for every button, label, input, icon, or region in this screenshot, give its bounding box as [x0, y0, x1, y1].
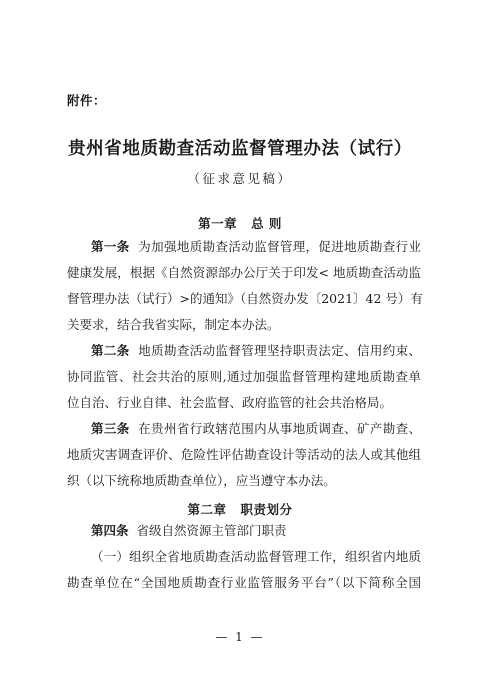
- article-2-line-1: [91, 345, 421, 358]
- attachment-label: 附件：: [67, 93, 107, 108]
- chapter-1-prefix: 第一章: [198, 216, 238, 231]
- document-subtitle: （征求意见稿）: [187, 171, 293, 186]
- chapter-1-heading: [0, 214, 480, 232]
- article-4-line-1: [91, 525, 421, 538]
- article-3-line-3: 织（以下统称地质勘查单位），应当遵守本办法。: [67, 473, 336, 488]
- document-title: 贵州省地质勘查活动监督管理办法（试行）: [68, 139, 412, 159]
- article-2-lead: 第二条: [91, 343, 130, 358]
- article-4-lead: 第四条: [91, 523, 129, 538]
- article-2-text-1: 地质勘查活动监督管理坚持职责法定、信用约束、: [138, 343, 421, 358]
- article-1-line-2: 健康发展，根据《自然资源部办公厅关于印发< 地质勘查活动监: [67, 265, 421, 280]
- article-3-text-1: 在贵州省行政辖范围内从事地质调查、矿产勘查、: [138, 421, 421, 436]
- article-2-line-3: 位自治、行业自律、社会监督、政府监管的社会共治格局。: [67, 395, 393, 410]
- article-1-lead: 第一条: [91, 239, 130, 254]
- article-1-text-1: 为加强地质勘查活动监督管理，促进地质勘查行业: [138, 239, 421, 254]
- page-number: — 1 —: [215, 630, 265, 644]
- article-3-line-2: 地质灾害调查评价、危险性评估勘查设计等活动的法人或其他组: [67, 447, 421, 462]
- chapter-1-name: 总 则: [251, 216, 282, 231]
- chapter-2-name: 职责划分: [240, 502, 293, 517]
- item-1-line-1: （一）组织全省地质勘查活动监督管理工作，组织省内地质: [91, 549, 421, 564]
- chapter-2-heading: [0, 500, 480, 518]
- article-1-line-3: 督管理办法（试行）>的通知》（自然资办发〔2021〕42 号）有: [67, 291, 423, 306]
- item-1-line-2: 勘查单位在“全国地质勘查行业监管服务平台”（以下简称全国: [67, 575, 421, 590]
- chapter-2-prefix: 第二章: [187, 502, 227, 517]
- article-1-line-4: 关要求，结合我省实际，制定本办法。: [67, 317, 280, 332]
- article-1-line-1: [91, 241, 421, 254]
- article-3-lead: 第三条: [91, 421, 130, 436]
- article-3-line-1: [91, 423, 421, 436]
- article-4-text-1: 省级自然资源主管部门职责: [136, 523, 287, 538]
- article-2-line-2: 协同监管、社会共治的原则,通过加强监督管理构建地质勘查单: [67, 369, 421, 384]
